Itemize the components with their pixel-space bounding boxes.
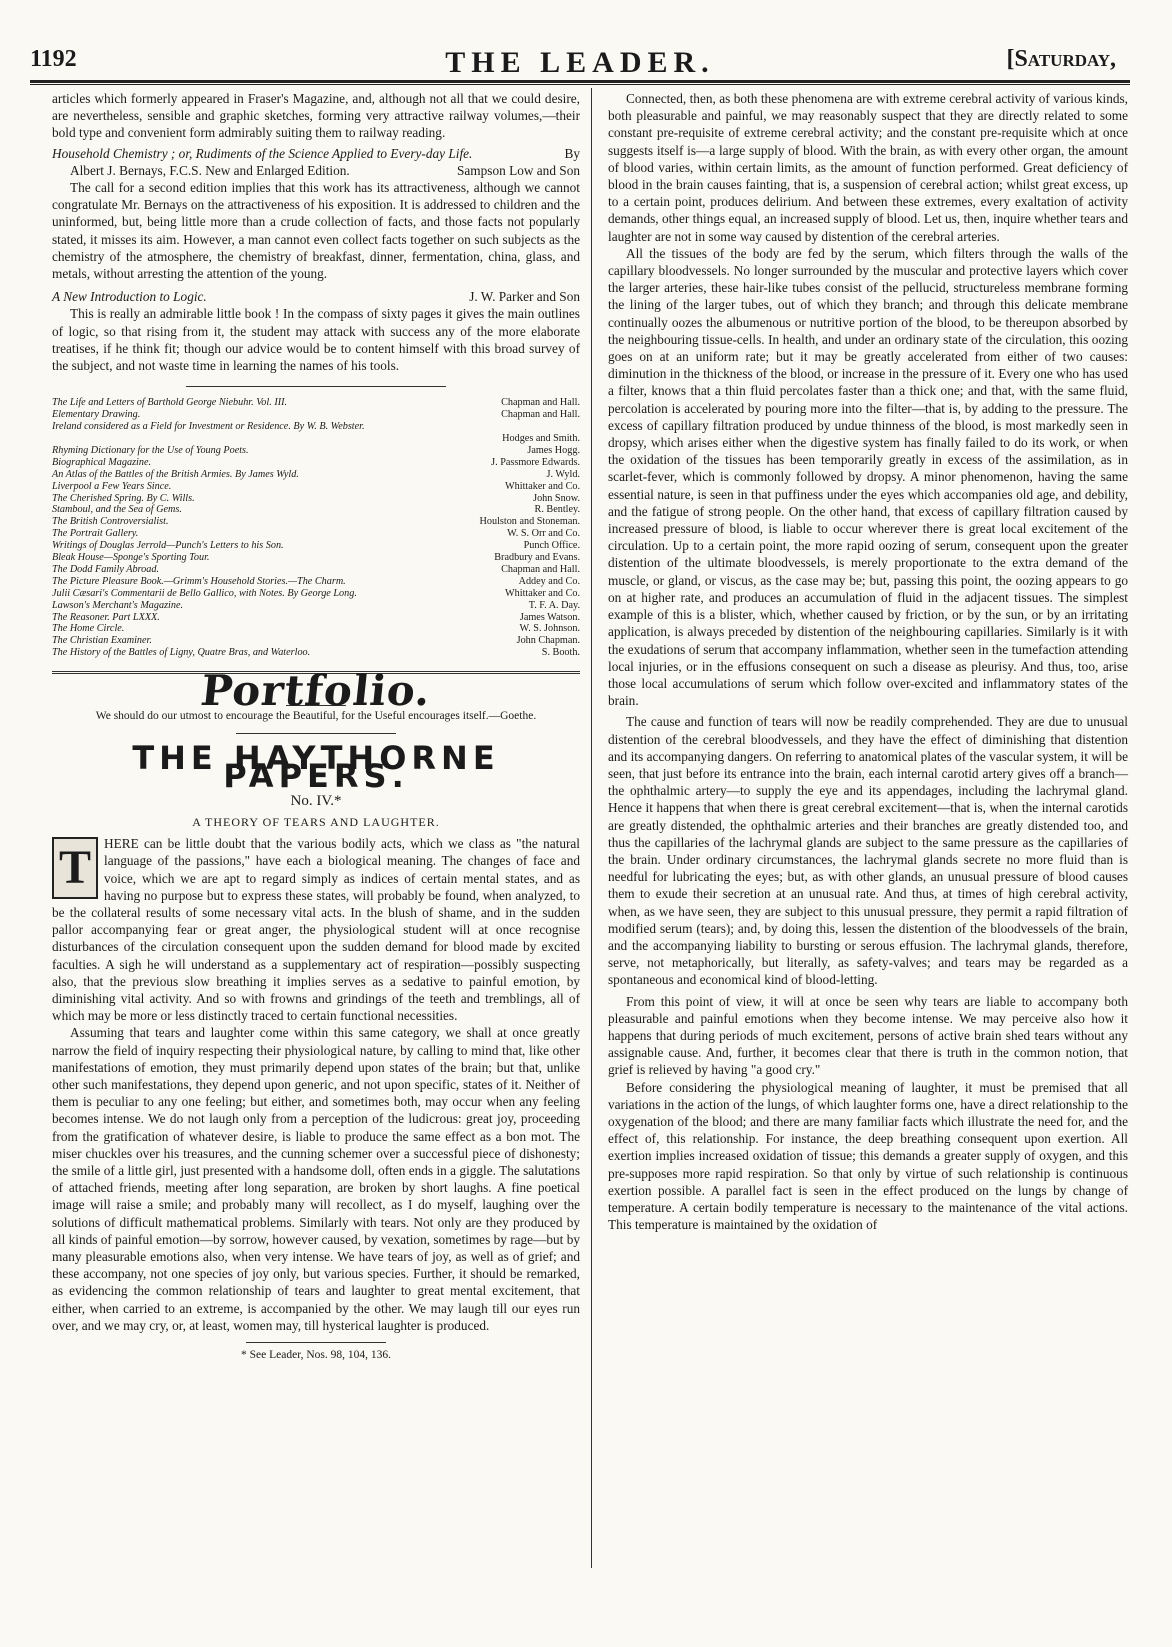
list-item: Rhyming Dictionary for the Use of Young Poets. James Hogg.: [52, 444, 580, 456]
list-item: Lawson's Merchant's Magazine. T. F. A. Day.: [52, 599, 580, 611]
article-paragraph: T HERE can be little doubt that the various bodily acts, which we class as "the natural language of the passions," have each a biological meaning. The changes of face and voice, which we are apt to regard simply as indices of certain mental states, and as having no purpose but to express these states, will probably be found, when analyzed, to be the collateral results of some necessary vital acts. In the blush of shame, and in the sudden pallor accompanying fear or great anger, the physiological student will at once recognise disturbances of the circulation consequent upon the sudden demand for blood made by excited faculties. A sigh he will understand as a supplementary act of respiration—possibly suspecting also, that the previous slow breathing it implies serves as a sedative to painful emotion, by diminishing vital activity. And so with frowns and grindings of the teeth and tremblings, all of which may be more or less distinctly traced to certain functional necessities.: [52, 836, 580, 1024]
list-item: The History of the Battles of Ligny, Quatre Bras, and Waterloo. S. Booth.: [52, 647, 580, 659]
list-item: The Cherished Spring. By C. Wills. John Snow.: [52, 492, 580, 504]
article-paragraph: From this point of view, it will at once be seen why tears are liable to accompany both pleasurable and painful emotions when they become intense. We may perceive also how it happens that during periods of much excitement, persons of active brain shed tears without any assignable cause. And, further, it becomes clear that there is truth in the common notion, that grief is relieved by having "a good cry.": [608, 993, 1128, 1078]
page-number: 1192: [30, 46, 77, 72]
list-item: Ireland considered as a Field for Investment or Residence. By W. B. Webster.: [52, 421, 365, 433]
books-received-list: [52, 397, 580, 659]
footnote-rule: [246, 1342, 386, 1343]
article-title: THE HAYTHORNE PAPERS.: [132, 739, 500, 795]
list-item: Biographical Magazine. J. Passmore Edwards.: [52, 456, 580, 468]
masthead: [30, 46, 1130, 80]
book1-review: The call for a second edition implies that this work has its attractiveness, although we cannot congratulate Mr. Bernays on the attractiveness of his exposition. It is addressed to children and the uninformed, but, being little more than a crude collection of facts, and those facts not popularly stated, it misses its aim. However, a man cannot even collect facts together on such subjects as the chemistry of the atmosphere, the chemistry of breakfast, dinner, fermentation, china, glass, and metals, without arresting the attention of the young.: [52, 180, 580, 282]
article-paragraph: All the tissues of the body are fed by the serum, which filters through the walls of the capillary bloodvessels. No longer surrounded by the muscular and protective layers which cover the larger arteries, these hair-like tubes consist of the pellucid, structureless membrane forming the lining of the larger tubes, out of which they branch; and through this delicate membrane continually oozes the albumenous or nutritive portion of the blood, to be thereupon absorbed by the neighbouring tissue-cells. In health, and under an ordinary state of the circulation, this oozing goes on at an uniform rate; but it may be greatly accelerated from either of two causes: diminution in the thickness of the blood, or increase in the pressure of it. Every one who has used a filter, knows that a thin fluid percolates faster than a thick one; and that, with the same fluid, percolation is accelerated by pouring more into the filter—that is, by adding to the pressure. The excess of capillary filtration produced by undue thinness of the blood, is most markedly seen in dropsy, which arises either when the digestive system has finally failed to do its work, or when the oxidation of the tissues has been temporarily greatly in excess of the assimilation, as in scarlet-fever, which is commonly followed by dropsy. A minor phenomenon, having the same essential nature, is seen in that puffiness under the eyes which accompanies old age, and debility, and the fatigue of strong people. On the other hand, that excess of capillary filtration caused by increased pressure of blood, is liable to occur wherever there is great local excitement of the circulation. Up to a certain point, the more rapid oozing of serum, consequent upon the greater distention of the ultimate bloodvessels, is merely proportionate to the extra demand of the muscle, or gland, or viscus, as the case may be; but, passing this point, the oozing appears to go on at higher rate, and produces an accumulation of fluid in the adjacent tissues. The simplest example of this is a blister, which, whether caused by friction, or by the sun, or by an irritating application, is always preceded by distention of the neighbouring capillaries. Similarly is it with the exudations of serum that accompany inflammation, whether seen in the tumefaction attending local injuries, or in the effusions consequent on such a disease as pleurisy. And thus, too, arise those local accumulations of serum which follow over-excited and inflammatory states of the brain.: [608, 245, 1128, 709]
header-rule-thin: [30, 84, 1130, 85]
article-paragraph: Connected, then, as both these phenomena are with extreme cerebral activity of various kinds, both pleasurable and painful, we may reasonably suspect that they are directly related to some constant pre-requisite of extreme cerebral activity; and the constant pre-requisite which at once suggests itself is—a large supply of blood. With the brain, as with every other organ, the amount of blood varies, within certain limits, as the amount of function performed. Great deficiency of blood in the brain causes fainting, that is, a suspension of cerebral action; whilst great excess, up to a certain point, produces delirium. And between these extremes, every exaltation of activity demands, other things equal, an increased supply of blood. Let us, then, inquire whether tears and laughter are not in some way caused by distention of the cerebral arteries.: [608, 91, 1128, 244]
column-divider: [591, 88, 592, 1568]
list-item: Hodges and Smith.: [502, 432, 580, 444]
list-item: The Portrait Gallery. W. S. Orr and Co.: [52, 528, 580, 540]
book1-heading: [52, 145, 580, 162]
list-item: The Picture Pleasure Book.—Grimm's Household Stories.—The Charm. Addey and Co.: [52, 575, 580, 587]
list-item: Elementary Drawing. Chapman and Hall.: [52, 409, 580, 421]
portfolio-heading: Portfolio.: [198, 666, 434, 716]
list-item: Liverpool a Few Years Since. Whittaker and Co.: [52, 480, 580, 492]
book1-author: Albert J. Bernays, F.C.S. New and Enlarged Edition.: [70, 162, 350, 178]
book2-review: This is really an admirable little book ! In the compass of sixty pages it gives the main outlines of logic, so that rising from it, the student may attack with success any of the more elaborate treatises, if he think fit; though our advice would be to content himself with this broad survey of the subject, and not waste time in learning the names of his tools.: [52, 306, 580, 374]
list-item: The Christian Examiner. John Chapman.: [52, 635, 580, 647]
separator: [186, 386, 446, 387]
book1-author-line: [52, 162, 580, 179]
book2-heading: [52, 288, 580, 305]
article-paragraph: Assuming that tears and laughter come within this same category, we shall at once greatly narrow the field of inquiry respecting their physiological nature, by calling to mind that, like other manifestations of emotion, they must primarily depend upon states of the brain; but that, unlike other such manifestations, they depend upon generic, and not upon specific, states of it. Neither of them is peculiar to any one feeling; but either, and sometimes both, may occur when any feeling becomes intense. We do not laugh only from a perception of the ludicrous: great joy, proceeding from the gratification of whatever desire, is liable to produce the same effect as a bon mot. The miser chuckles over his treasures, and the cunning schemer over a successful piece of dishonesty; the smile of a little girl, just presented with a handsome doll, often ends in a giggle. The salutations of attached friends, meeting after long separation, are broken by short laughs. A fine poetical image will raise a smile; and probably many will recollect, as I do myself, laughing over the solutions of difficult mathematical problems. Similarly with tears. Not only are they produced by all kinds of painful emotion—by sorrow, however caused, by vexation, sometimes by rage—but by many pleasurable emotions also, when very intense. We have tears of joy, as well as of grief; and these accompany, not one species of joy only, but various species. Further, it should be remarked, as evidencing the common relationship of tears and laughter to great mental excitement, that either, when carried to an extreme, is accompanied by the other. We may laugh till our eyes run over, and we may cry, or, at least, women may, till hysterical laughter is produced.: [52, 1025, 580, 1333]
book2-publisher: J. W. Parker and Son: [469, 289, 580, 305]
article-subtitle: A THEORY OF TEARS AND LAUGHTER.: [192, 815, 440, 829]
right-column: [608, 90, 1128, 1233]
list-item: The Reasoner. Part LXXX. James Watson.: [52, 611, 580, 623]
list-item: The British Controversialist. Houlston and Stoneman.: [52, 516, 580, 528]
book1-title: Household Chemistry ; or, Rudiments of the Science Applied to Every-day Life.: [52, 145, 473, 161]
list-item: An Atlas of the Battles of the British Armies. By James Wyld. J. Wyld.: [52, 468, 580, 480]
separator: [236, 733, 396, 734]
book1-publisher: Sampson Low and Son: [457, 162, 580, 178]
dropcap-letter: T: [52, 837, 98, 899]
newspaper-title: THE LEADER.: [445, 46, 715, 79]
article-paragraph: Before considering the physiological meaning of laughter, it must be premised that all variations in the action of the lungs, of which laughter forms one, have a direct relationship to the oxygenation of the blood; and there are many familiar facts which illustrate the need for, and the effect of, this relationship. For instance, the deep breathing consequent upon exertion. All exertion implies increased oxidation of tissue; this demands a greater supply of oxygen, and this pre-supposes more rapid respiration. So that only by virtue of such relationship is continuous exertion possible. A parallel fact is seen in the effect produced on the lungs by change of temperature. A certain bodily temperature is necessary to the maintenance of the vital actions. This temperature is maintained by the oxidation of: [608, 1079, 1128, 1233]
header-day: [Saturday,: [1006, 46, 1116, 72]
list-item: The Dodd Family Abroad. Chapman and Hall.: [52, 563, 580, 575]
list-item: Julii Cæsari's Commentarii de Bello Gallico, with Notes. By George Long. Whittaker and Co.: [52, 587, 580, 599]
list-item: Writings of Douglas Jerrold—Punch's Letters to his Son. Punch Office.: [52, 540, 580, 552]
article-number: No. IV.*: [290, 792, 342, 809]
goethe-motto: We should do our utmost to encourage the Beautiful, for the Useful encourages itself.—Goethe.: [95, 710, 537, 723]
article-paragraph: The cause and function of tears will now be readily comprehended. They are due to unusual distention of the cerebral bloodvessels, and they have the effect of diminishing that distention and its accompanying dangers. On referring to anatomical plates of the vascular system, it will be seen, that just before its entrance into the brain, each internal carotid artery gives off a branch—the ophthalmic artery—to supply the eye and its appendages, including the lachrymal gland. Hence it happens that when there is great cerebral excitement—that is, when the internal carotids are greatly distended, the ophthalmic arteries and their branches are greatly distended too, and thus the capillaries of the lachrymal glands are subject to the same pressure as the capillaries of the brain. Under ordinary circumstances, the lachrymal glands secrete no more fluid than is needful for lubricating the eyes; but, as with other glands, an unusual pressure of blood causes them to exude their secretion at an unusual rate. And thus, at times of high cerebral activity, when, as we have seen, they are subject to this unusual pressure, they permit a rapid filtration of modified serum (tears); and, by doing this, lessen the distention of the bloodvessels of the brain, and the accompanying liability to bursting or serous effusion. The lachrymal glands, therefore, serve, not metaphorically, but literally, as safety-valves; and tears may be regarded as a spontaneous and economical kind of blood-letting.: [608, 714, 1128, 988]
left-column: [52, 90, 580, 1364]
list-item: The Life and Letters of Barthold George Niebuhr. Vol. III. Chapman and Hall.: [52, 397, 580, 409]
intro-text: articles which formerly appeared in Fraser's Magazine, and, although not all that we could desire, are nevertheless, sensible and graphic sketches, forming very attractive railway volumes,—their bold type and convenient form admirably suiting them to railway reading.: [52, 91, 580, 141]
book1-by: By: [564, 145, 580, 161]
header-rule: [30, 80, 1130, 83]
list-item: The Home Circle. W. S. Johnson.: [52, 623, 580, 635]
list-item: Bleak House—Sponge's Sporting Tour. Bradbury and Evans.: [52, 552, 580, 564]
list-item: Stamboul, and the Sea of Gems. R. Bentley.: [52, 504, 580, 516]
footnote: * See Leader, Nos. 98, 104, 136.: [241, 1349, 391, 1362]
book2-title: A New Introduction to Logic.: [52, 289, 207, 305]
